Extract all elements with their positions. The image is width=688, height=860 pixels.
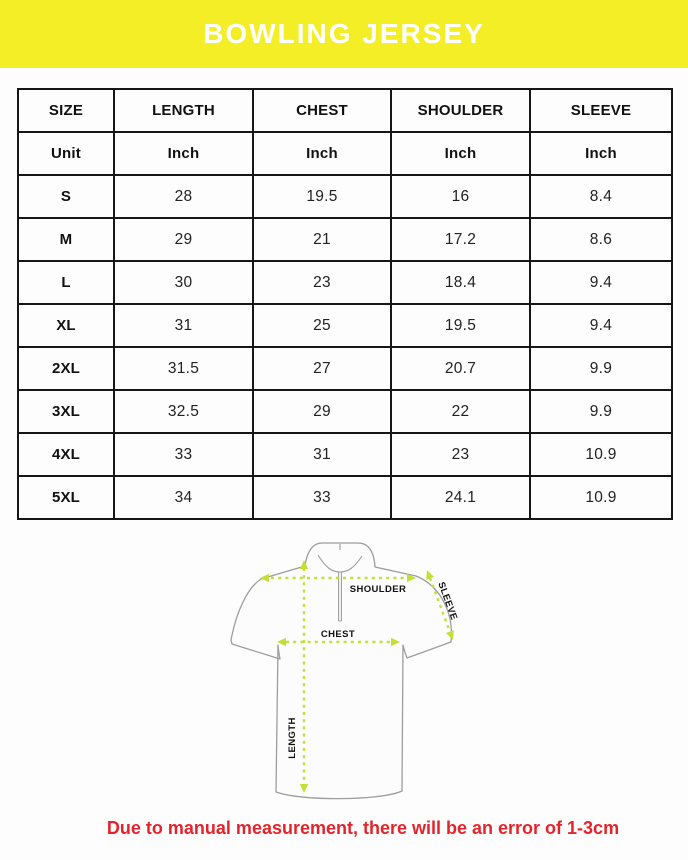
table-header-cell: SIZE bbox=[18, 89, 114, 132]
table-value-cell: 30 bbox=[114, 261, 253, 304]
title-banner bbox=[0, 0, 688, 68]
table-row bbox=[18, 89, 672, 132]
table-value-cell: 32.5 bbox=[114, 390, 253, 433]
shoulder-label: SHOULDER bbox=[349, 584, 407, 595]
table-value-cell: 10.9 bbox=[530, 433, 672, 476]
table-value-cell: 29 bbox=[114, 218, 253, 261]
table-header-cell: Unit bbox=[18, 132, 114, 175]
table-header-cell: 4XL bbox=[18, 433, 114, 476]
table-value-cell: 9.9 bbox=[530, 390, 672, 433]
table-value-cell: 31 bbox=[114, 304, 253, 347]
table-value-cell: 34 bbox=[114, 476, 253, 519]
size-table-body bbox=[18, 89, 672, 519]
table-header-cell: LENGTH bbox=[114, 89, 253, 132]
table-value-cell: 31 bbox=[253, 433, 391, 476]
table-value-cell: 18.4 bbox=[391, 261, 530, 304]
table-header-cell: Inch bbox=[391, 132, 530, 175]
table-header-cell: Inch bbox=[114, 132, 253, 175]
table-value-cell: 19.5 bbox=[253, 175, 391, 218]
table-row bbox=[18, 132, 672, 175]
table-header-cell: L bbox=[18, 261, 114, 304]
table-value-cell: 31.5 bbox=[114, 347, 253, 390]
table-value-cell: 21 bbox=[253, 218, 391, 261]
table-value-cell: 33 bbox=[253, 476, 391, 519]
table-header-cell: 3XL bbox=[18, 390, 114, 433]
table-value-cell: 24.1 bbox=[391, 476, 530, 519]
table-value-cell: 22 bbox=[391, 390, 530, 433]
table-header-cell: XL bbox=[18, 304, 114, 347]
table-header-cell: Inch bbox=[253, 132, 391, 175]
table-value-cell: 9.4 bbox=[530, 304, 672, 347]
table-header-cell: 5XL bbox=[18, 476, 114, 519]
page-title: BOWLING JERSEY bbox=[203, 18, 485, 49]
table-value-cell: 23 bbox=[253, 261, 391, 304]
table-value-cell: 19.5 bbox=[391, 304, 530, 347]
length-label: LENGTH bbox=[287, 717, 298, 759]
table-header-cell: M bbox=[18, 218, 114, 261]
table-header-cell: CHEST bbox=[253, 89, 391, 132]
measurement-note: Due to manual measurement, there will be an error of 1-3cm bbox=[106, 818, 620, 838]
table-row bbox=[18, 218, 672, 261]
table-value-cell: 9.9 bbox=[530, 347, 672, 390]
table-value-cell: 23 bbox=[391, 433, 530, 476]
table-row bbox=[18, 390, 672, 433]
table-value-cell: 20.7 bbox=[391, 347, 530, 390]
table-row bbox=[18, 476, 672, 519]
table-row bbox=[18, 433, 672, 476]
table-row bbox=[18, 175, 672, 218]
table-value-cell: 25 bbox=[253, 304, 391, 347]
table-value-cell: 9.4 bbox=[530, 261, 672, 304]
table-header-cell: S bbox=[18, 175, 114, 218]
chest-label: CHEST bbox=[320, 629, 356, 640]
table-row bbox=[18, 304, 672, 347]
table-value-cell: 16 bbox=[391, 175, 530, 218]
table-header-cell: Inch bbox=[530, 132, 672, 175]
table-row bbox=[18, 261, 672, 304]
size-chart-table bbox=[17, 88, 673, 520]
jersey-measurement-svg bbox=[150, 535, 540, 815]
table-value-cell: 29 bbox=[253, 390, 391, 433]
table-header-cell: 2XL bbox=[18, 347, 114, 390]
table-value-cell: 8.4 bbox=[530, 175, 672, 218]
jersey-diagram bbox=[150, 535, 540, 815]
table-header-cell: SHOULDER bbox=[391, 89, 530, 132]
table-header-cell: SLEEVE bbox=[530, 89, 672, 132]
table-value-cell: 8.6 bbox=[530, 218, 672, 261]
sleeve-arrowhead-top bbox=[423, 569, 434, 580]
table-value-cell: 28 bbox=[114, 175, 253, 218]
table-value-cell: 33 bbox=[114, 433, 253, 476]
table-row bbox=[18, 347, 672, 390]
table-value-cell: 17.2 bbox=[391, 218, 530, 261]
sleeve-label: SLEEVE bbox=[435, 580, 460, 622]
table-value-cell: 10.9 bbox=[530, 476, 672, 519]
table-value-cell: 27 bbox=[253, 347, 391, 390]
